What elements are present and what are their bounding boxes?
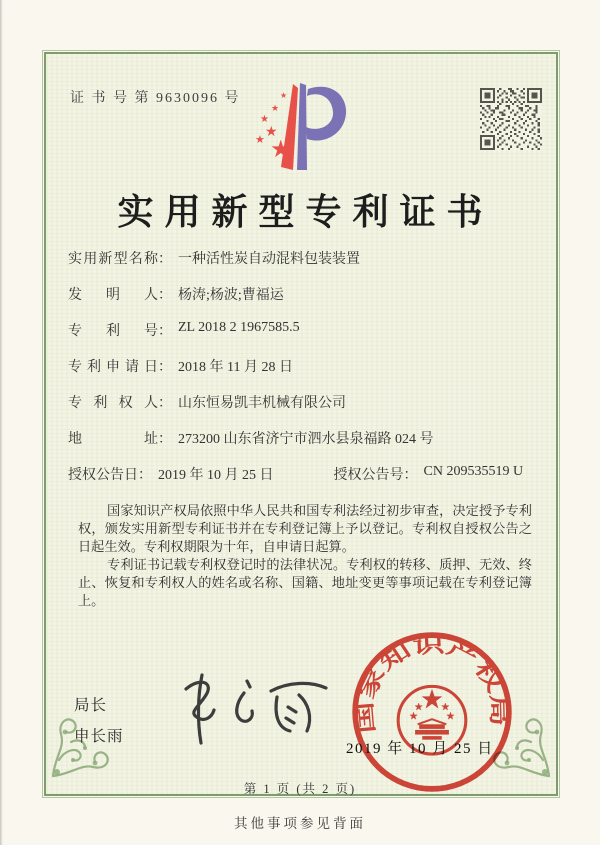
officer-role: 局长 (74, 697, 108, 714)
legal-paragraph-2: 专利证书记载专利权登记时的法律状况。专利权的转移、质押、无效、终止、恢复和专利权人的姓名或名称、国籍、地址变更等事项记载在专利登记簿上。 (78, 557, 532, 609)
field-value: 山东恒易凯丰机械有限公司 (178, 396, 346, 411)
officer-block (74, 690, 124, 752)
legal-paragraph-1: 国家知识产权局依照中华人民共和国专利法经过初步审查，决定授予专利权，颁发实用新型专利证书并在专利登记簿上予以登记。专利权自授权公告之日起生效。专利权期限为十年，自申请日起算。 (78, 503, 532, 555)
field-value: ZL 2018 2 1967585.5 (178, 320, 300, 335)
grant-date-label: 授权公告日 (68, 468, 138, 483)
director-signature-icon (168, 665, 348, 757)
qr-code-icon (480, 88, 542, 150)
svg-text:★: ★ (280, 91, 288, 100)
field-row-patent-number: 专利号 ： ZL 2018 2 1967585.5 (68, 320, 546, 342)
field-label: 专利申请日 (68, 360, 158, 375)
svg-text:★: ★ (271, 104, 280, 114)
svg-text:★: ★ (255, 133, 265, 146)
footer-note: 其他事项参见背面 (234, 816, 366, 831)
certificate-number: 证 书 号 第 9630096 号 (70, 91, 241, 106)
svg-text:★: ★ (270, 135, 292, 163)
cnipa-red-seal-icon (350, 630, 514, 794)
field-label: 实用新型名称 (68, 252, 158, 267)
field-row-inventors: 发明人 ： 杨涛;杨波;曹福运 (68, 284, 546, 306)
officer-name: 申长雨 (74, 728, 124, 745)
field-label: 专利号 (68, 324, 158, 339)
field-label: 发明人 (68, 288, 158, 303)
field-value: 一种活性炭自动混料包装装置 (178, 252, 360, 267)
certificate-fields (68, 248, 546, 500)
seal-ring-text: 国家知识产权局 (353, 633, 511, 735)
field-label: 专利权人 (68, 396, 158, 411)
field-value: 2018 年 11 月 28 日 (178, 360, 293, 375)
legal-text (78, 502, 532, 610)
svg-text:★: ★ (265, 124, 278, 140)
seal-date: 2019 年 10 月 25 日 (346, 741, 494, 757)
svg-text:★: ★ (260, 114, 269, 125)
grant-date-value: 2019 年 10 月 25 日 (158, 468, 274, 483)
field-row-patentee: 专利权人 ： 山东恒易凯丰机械有限公司 (68, 392, 546, 414)
field-value: 杨涛;杨波;曹福运 (178, 288, 284, 303)
grant-number-label: 授权公告号 (333, 468, 404, 483)
cnipa-patent-logo-icon (252, 80, 348, 176)
grant-number-value: CN 209535519 U (423, 464, 524, 479)
page-number: 第 1 页 (共 2 页) (243, 782, 357, 796)
field-row-name: 实用新型名称 ： 一种活性炭自动混料包装装置 (68, 248, 546, 270)
field-row-address: 地址 ： 273200 山东省济宁市泗水县泉福路 024 号 (68, 428, 546, 450)
field-row-application-date: 专利申请日 ： 2018 年 11 月 28 日 (68, 356, 546, 378)
field-label: 地址 (68, 432, 158, 447)
field-row-grant: 授权公告日 ： 2019 年 10 月 25 日 授权公告号 ： CN 209535519 U (68, 464, 546, 486)
certificate-title: 实用新型专利证书 (117, 192, 494, 232)
field-value: 273200 山东省济宁市泗水县泉福路 024 号 (178, 432, 434, 447)
